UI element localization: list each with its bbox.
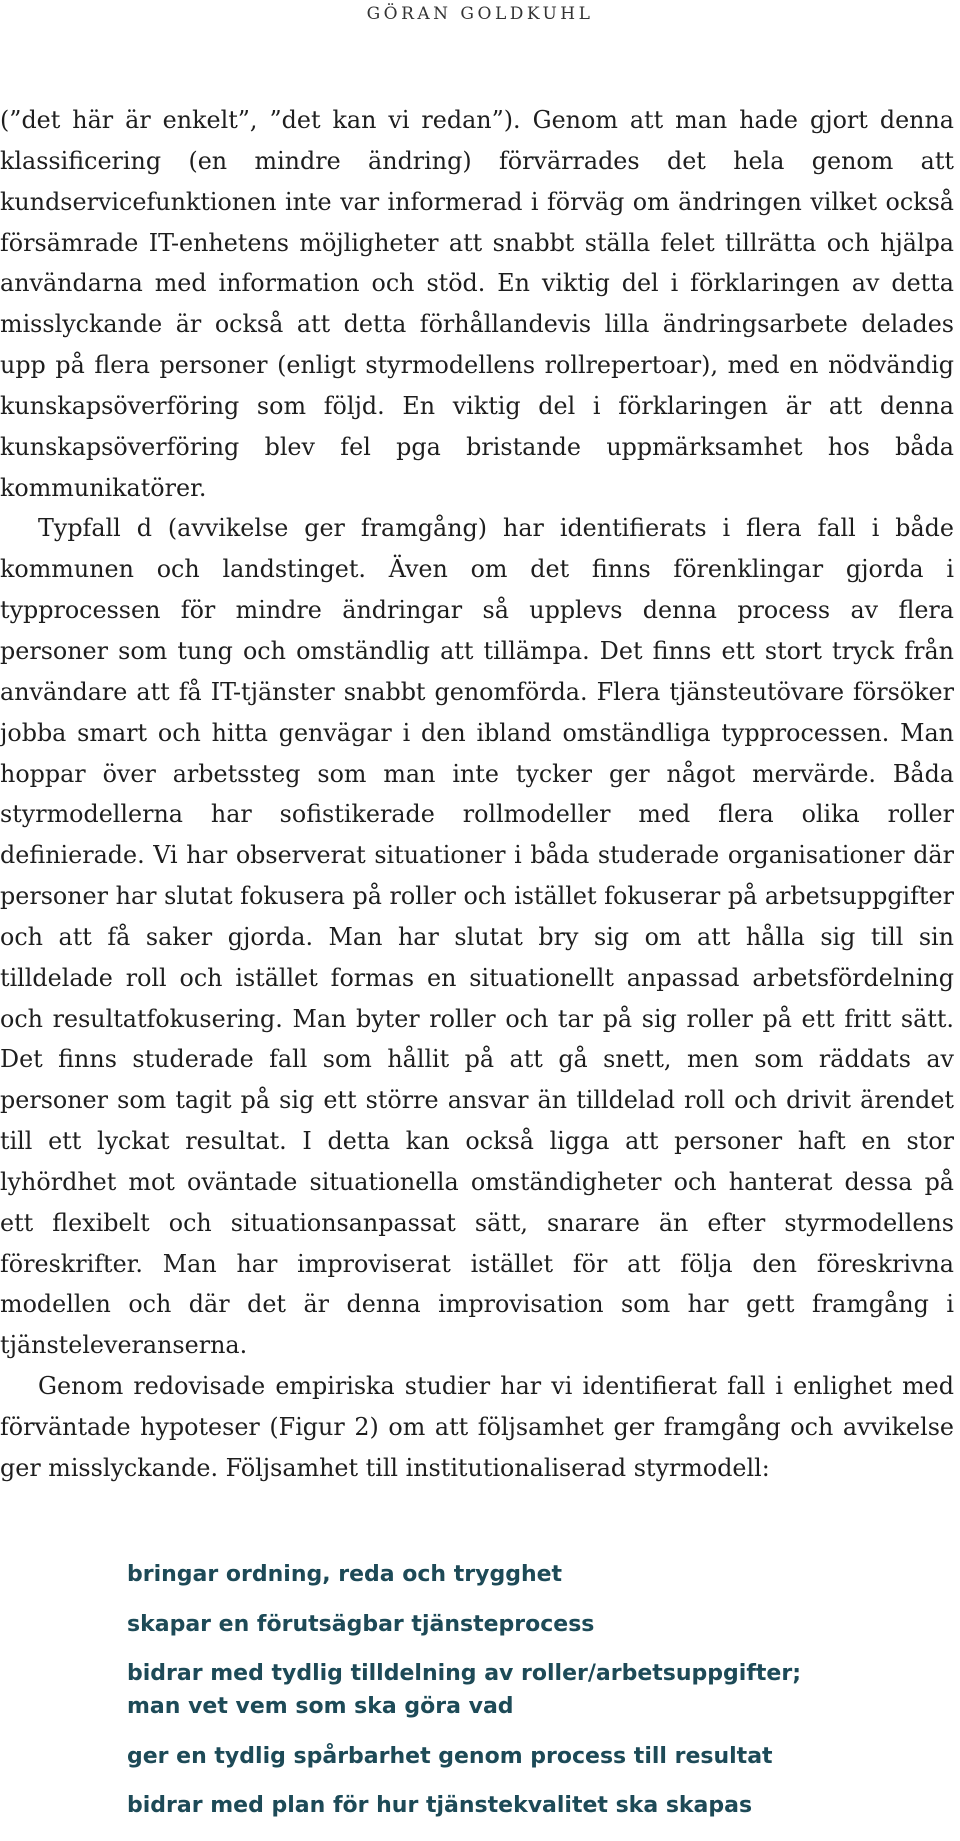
list-item: skapar en förutsägbar tjänsteprocess [127, 1611, 595, 1637]
list-item: bidrar med tydlig tilldelning av roller/arbetsuppgifter; man vet vem som ska göra vad [127, 1661, 801, 1719]
list-item: bringar ordning, reda och trygghet [127, 1562, 563, 1587]
running-head-author: GÖRAN GOLDKUHL [366, 4, 594, 24]
conformance-benefits-list [127, 1558, 847, 1839]
paragraph-3: Genom redovisade empiriska studier har vi identifierat fall i enlighet med förväntade hypoteser (Figur 2) om att följsamhet ger framgång och avvikelse ger misslyckande. Följsamhet till institutionaliserad styrmodell: [0, 1372, 954, 1482]
paragraph-2: Typfall d (avvikelse ger framgång) har identifierats i flera fall i både kommunen och landstinget. Även om det finns förenklingar gjorda i typprocessen för mindre ändringar så upplevs denna process av flera personer som tung och omständlig att tillämpa. Det finns ett stort tryck från användare att få IT-tjänster snabbt genomförda. Flera tjänsteutövare försöker jobba smart och hitta genvägar i den ibland omständliga typprocessen. Man hoppar över arbetssteg som man inte tycker ger något mervärde. Båda styrmodellerna har sofistikerade rollmodeller med flera olika roller definierade. Vi har observerat situationer i båda studerade organisationer där personer har slutat fokusera på roller och istället fokuserar på arbetsuppgifter och att få saker gjorda. Man har slutat bry sig om att hålla sig till sin tilldelade roll och istället formas en situationellt anpassad arbetsfördelning och resultatfokusering. Man byter roller och tar på sig roller på ett fritt sätt. Det finns studerade fall som hållit på att gå snett, men som räddats av personer som tagit på sig ett större ansvar än tilldelad roll och drivit ärendet till ett lyckat resultat. I detta kan också ligga att personer haft en stor lyhördhet mot oväntade situationella omständigheter och hanterat dessa på ett flexibelt och situationsanpassat sätt, snarare än efter styrmodellens föreskrifter. Man har improviserat istället för att följa den föreskrivna modellen och där det är denna improvisation som har gett framgång i tjänsteleveranserna. [0, 514, 954, 1360]
list-item: bidrar med plan för hur tjänstekvalitet ska skapas [127, 1793, 753, 1818]
paragraph-1: (”det här är enkelt”, ”det kan vi redan”). Genom att man hade gjort denna klassificering (en mindre ändring) förvärrades det hela genom att kundservicefunktionen inte var informerad i förväg om ändringen vilket också försämrade IT-enhetens möjligheter att snabbt ställa felet tillrätta och hjälpa användarna med information och stöd. En viktig del i förklaringen av detta misslyckande är också att detta förhållandevis lilla ändringsarbete delades upp på flera personer (enligt styrmodellens rollrepertoar), med en nödvändig kunskapsöverföring som följd. En viktig del i förklaringen är att denna kunskapsöverföring blev fel pga bristande uppmärksamhet hos båda kommunikatörer. [0, 106, 954, 502]
list-item: ger en tydlig spårbarhet genom process till resultat [127, 1743, 773, 1769]
body-text [0, 100, 954, 1489]
